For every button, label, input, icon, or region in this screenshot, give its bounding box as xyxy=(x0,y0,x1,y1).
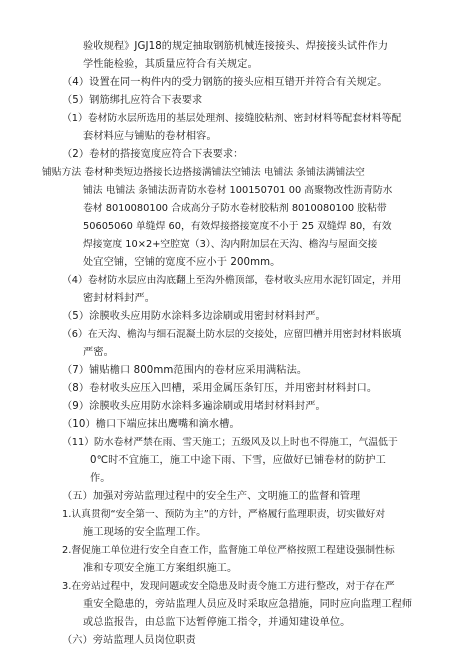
text-line: 50605060 单缝焊 60，有效焊接搭接宽度不小于 25 双缝焊 80，有效 xyxy=(83,221,392,232)
text-line: （8）卷材收头应压入凹槽，采用金属压条钉压，并用密封材料封口。 xyxy=(62,383,378,394)
text-line: 铺法 电铺法 条铺法沥青防水卷材 100150701 00 高聚物改性沥青防水 xyxy=(83,185,393,196)
text-line: 密封材料封严。 xyxy=(83,293,156,304)
text-line: 严密。 xyxy=(83,347,114,358)
text-line: 焊接宽度 10×2+空腔宽（3）、沟内附加层在天沟、檐沟与屋面交接 xyxy=(83,239,378,250)
text-line: （5）涂膜收头应用防水涂料多边涂刷或用密封材料封严。 xyxy=(62,311,326,322)
text-line: （4）卷材防水层应由沟底翻上至沟外檐顶部，卷材收头应用水泥钉固定，并用 xyxy=(62,275,402,286)
text-line: （五）加强对旁站监理过程中的安全生产、文明施工的监督和管理 xyxy=(62,491,361,502)
text-line: （6）在天沟、檐沟与细石混凝土防水层的交接处，应留凹槽并用密封材料嵌填 xyxy=(62,329,402,340)
text-line: 卷材 8010080100 合成高分子防水卷材胶粘剂 8010080100 胶粘带 xyxy=(83,203,387,214)
text-line: （10）檐口下端应抹出鹰嘴和滴水槽。 xyxy=(62,419,240,430)
text-line: 处宜空铺，空铺的宽度不应小于 200mm。 xyxy=(83,257,281,268)
text-line: 重安全隐患的，旁站监理人员应及时采取应急措施，同时应向监理工程师 xyxy=(83,599,413,610)
text-line: 学性能检验，其质量应符合有关规定。 xyxy=(83,59,258,70)
text-line: 作。 xyxy=(90,473,111,484)
text-line: （2）卷材的搭接宽度应符合下表要求： xyxy=(62,149,244,160)
text-line: （9）涂膜收头应用防水涂料多遍涂刷或用堵封材料封严。 xyxy=(62,401,326,412)
text-line: 0℃时不宜施工，施工中途下雨、下雪，应做好已铺卷材的防护工 xyxy=(90,455,386,466)
text-line: 铺贴方法 卷材种类短边搭接长边搭接满铺法空铺法 电铺法 条铺法满铺法空 xyxy=(42,167,365,178)
text-line: 3.在旁站过程中，发现问题或安全隐患及时责令施工方进行整改，对于存在严 xyxy=(62,581,395,592)
text-line: （4）设置在同一构件内的受力钢筋的接头应相互错开并符合有关规定。 xyxy=(62,77,388,88)
text-line: 或总监报告，由总监下达暂停施工指令，并通知建设单位。 xyxy=(83,617,351,628)
text-line: （1）卷材防水层所选用的基层处理剂、接缝胶粘剂、密封材料等配套材料等配 xyxy=(62,113,402,124)
text-line: （5）钢筋绑扎应符合下表要求 xyxy=(62,95,203,106)
text-line: 套材料应与铺贴的卷材相容。 xyxy=(83,131,217,142)
text-line: （7）铺贴檐口 800mm范围内的卷材应采用满粘法。 xyxy=(62,365,308,376)
text-line: 准和专项安全施工方案组织施工。 xyxy=(83,563,238,574)
text-line: （六）旁站监理人员岗位职责 xyxy=(62,635,196,646)
text-line: 施工现场的安全监理工作。 xyxy=(83,527,207,538)
text-line: 1.认真贯彻“安全第一、预防为主”的方针，严格履行监理职责，切实做好对 xyxy=(62,509,386,520)
text-line: 2.督促施工单位进行安全自查工作，监督施工单位严格按照工程建设强制性标 xyxy=(62,545,395,556)
text-line: 验收规程》JGJ18的规定抽取钢筋机械连接接头、焊接接头试件作力 xyxy=(83,41,389,52)
text-line: （11）防水卷材严禁在雨、雪天施工；五级风及以上时也不得施工，气温低于 xyxy=(62,437,398,448)
